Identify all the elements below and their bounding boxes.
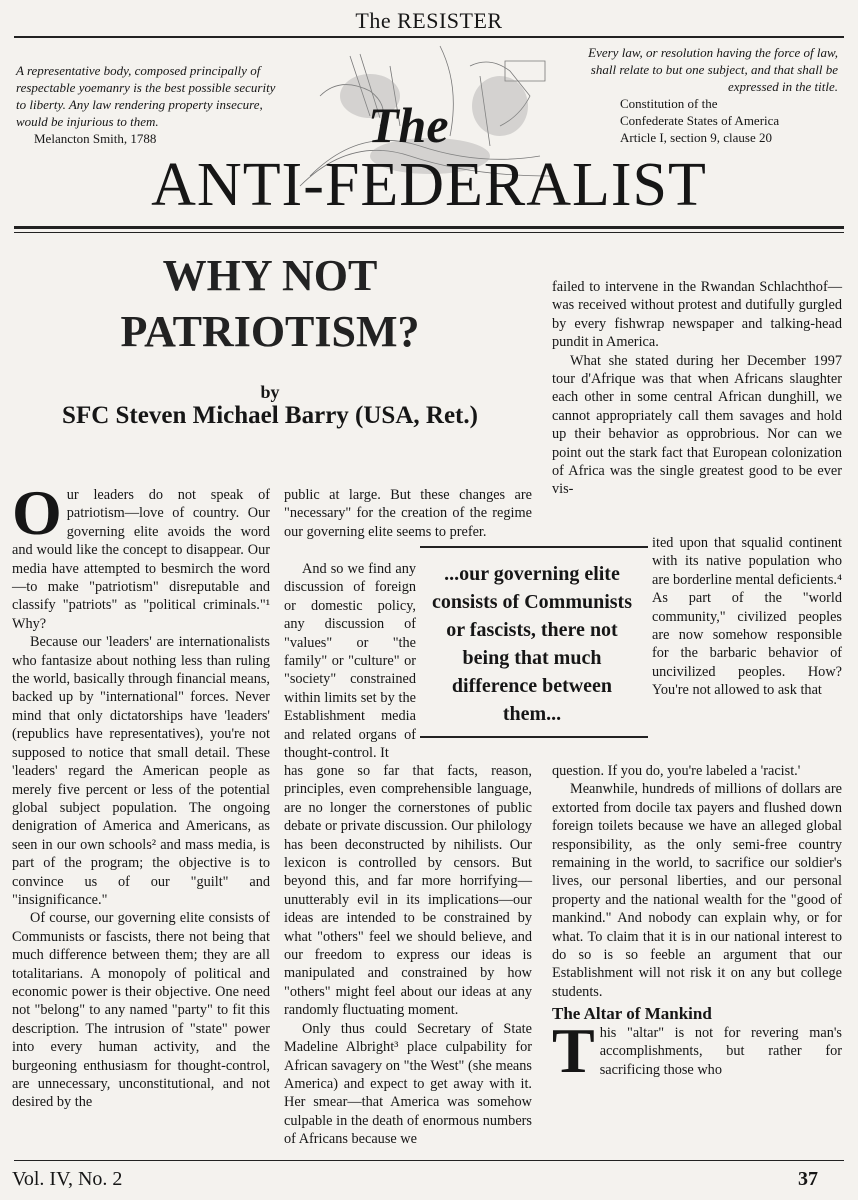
masthead-the: The [368,97,449,153]
quote-left [16,62,286,147]
paragraph: failed to intervene in the Rwandan Schlachthof—was received without protest and dutifully gurgled by every fishwrap newspaper and talking-head pundit in America. [552,279,842,351]
masthead-rule-thin [14,232,844,233]
paragraph: question. If you do, you're labeled a 'racist.' [552,763,801,779]
column-3 [552,278,842,499]
article-title-line-2: PATRIOTISM? [120,307,420,356]
paragraph: And so we find any discussion of foreign or domestic policy, any discussion of "values" or "the family" or "culture" or "society" constrained within limits set by the Establishment media and related organs of thought-control. It [284,561,416,762]
quote-left-attribution: Melancton Smith, 1788 [34,131,157,146]
footer-rule [14,1160,844,1161]
paragraph: What she stated during her December 1997 tour d'Afrique was that when Africans slaughter each other in some central African dunghill, we cannot appropriately call them savages and hold up their behavior as opprobrious. Nor can we point out the stark fact that European colonization of Africa was the single greatest good to be ever vis- [552,352,842,498]
paragraph: has gone so far that facts, reason, principles, even comprehensible language, are no longer the cornerstones of public debate or private discussion. Our philology has been deconstructed by nihilists. Our lexicon is controlled by censors. But beyond this, and far more horrifying—unutterably evil in its implications—our ideas are intended to be constrained by what "others" feel we should believe, and our freedom to express our ideas is manipulated and constrained by how "others" might feel about our ideas at any randomly fluctuating moment. [284,763,532,1019]
quote-right-text: Every law, or resolution having the force of law, shall relate to but one subject, and that shall be expressed in the title. [588,45,838,94]
paragraph-text: his "altar" is not for revering man's accomplishments, but rather for sacrificing those who [599,1024,842,1078]
quote-right [560,44,838,146]
pull-quote-rule-bottom [420,736,648,738]
paragraph: Of course, our governing elite consists of Communists or fascists, there not being that much difference between them; they are all totalitarians. A monopoly of political and economic power is their objective. One need not "belong" to any named "party" to fit this description. The intrusion of "state" power into every human activity, and the burgeoning enthusiasm for thought-control, are unnecessary, unconstitutional, and not desired by the [12,910,270,1111]
paragraph: public at large. But these changes are "necessary" for the creation of the regime our governing elite seems to prefer. [284,487,532,540]
section-subhead: The Altar of Mankind [552,1004,712,1024]
paragraph: Because our 'leaders' are internationalists who fantasize about nothing less than ruling the world, basically through financial means, backed up by "international" forces. Never mind that only dictatorships have 'leaders' (republics have representatives), you're not supposed to notice that small detail. These 'leaders' regard the American people as merely five percent or less of the potential global subject population. The ongoing denigration of America and Americans, as seen in our own schools² and mass media, is part of the program; the objective is to convince us of our "guilt" and "insignificance." [12,634,270,908]
column-1 [12,477,270,1112]
byline-by: by [260,382,280,402]
paragraph [12,477,270,633]
drop-cap: O [12,477,62,548]
drop-cap: T [552,1014,595,1086]
column-2-narrow [284,560,416,762]
quote-right-attribution-3: Article I, section 9, clause 20 [620,130,772,145]
paragraph: ited upon that squalid continent with its native population who are borderline mental deficients.⁴ As part of the "world community," civilized peoples are now somehow responsible for the barbaric behavior of uncivilized peoples. How? You're not allowed to ask that [652,535,842,699]
column-3-rest [552,762,842,1086]
page-number: 37 [798,1168,818,1190]
column-3-narrow [652,534,842,700]
volume-number: Vol. IV, No. 2 [12,1168,123,1190]
byline-author: SFC Steven Michael Barry (USA, Ret.) [62,402,478,429]
paragraph: Only thus could Secretary of State Madeline Albright³ place culpability for African savagery on "the West" (she means America) and expect to get away with it. Her smear—that America was somehow culpable in the death of enormous numbers of Africans because we [284,1020,532,1148]
column-2-rest [284,762,532,1149]
publication-name: The RESISTER [355,8,503,33]
quote-right-attribution-2: Confederate States of America [620,113,780,128]
paragraph: Meanwhile, hundreds of millions of dollars are extorted from docile tax payers and flushed down foreign toilets because we have an alleged global responsibility, as the only semi-free country remaining in the world, to sacrifice our soldier's lives, our personal liberties, and our personal property and the national wealth for the "good of mankind." And nobody can explain why, or for what. To claim that it is in our national interest to do so is so feeble an argument that our Establishment will not risk it on any but college students. [552,781,842,1000]
paragraph-text: ur leaders do not speak of patriotism—love of country. Our governing elite avoids the word and would like the concept to disappear. Our media have attempted to besmirch the word—to make "patriotism" disreputable and classify "patriots" as "political criminals."¹ Why? [12,487,270,632]
article-title-line-1: WHY NOT [162,251,378,300]
column-2 [284,486,532,541]
masthead-title: ANTI-FEDERALIST [151,151,707,219]
quote-left-text: A representative body, composed principally of respectable yoemanry is the best possible security to liberty. Any law rendering property insecure, would be injurious to them. [16,63,276,129]
quote-right-attribution-1: Constitution of the [620,96,718,111]
masthead-rule-thick [14,226,844,229]
pull-quote-rule-top [420,546,648,548]
pull-quote: ...our governing elite consists of Communists or fascists, there not being that much difference between them... [431,563,633,725]
article-title [60,248,480,360]
